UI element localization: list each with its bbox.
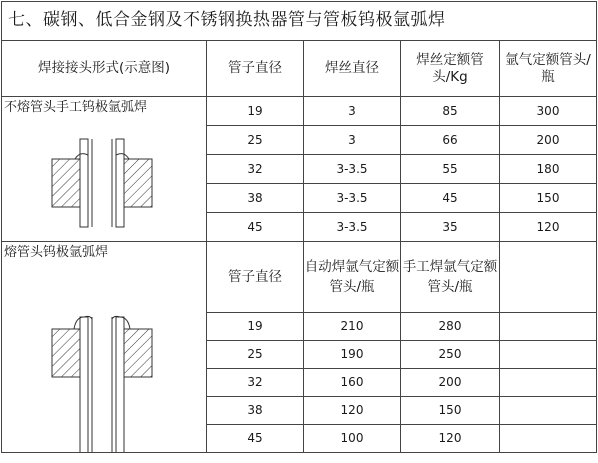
s1-argon: 180 bbox=[500, 155, 597, 184]
s1-wire-quota: 35 bbox=[401, 213, 500, 242]
s2-header-empty bbox=[500, 242, 597, 313]
s1-argon: 200 bbox=[500, 126, 597, 155]
table-row bbox=[2, 97, 597, 126]
header-wire-quota: 焊丝定额管头/Kg bbox=[401, 41, 500, 97]
s2-header-manual-argon: 手工焊氩气定额管头/瓶 bbox=[401, 242, 500, 313]
s2-tube: 45 bbox=[207, 425, 304, 453]
s1-tube: 45 bbox=[207, 213, 304, 242]
s2-manual: 250 bbox=[401, 341, 500, 369]
s1-wire: 3 bbox=[304, 126, 401, 155]
fused-tube-weld-diagram bbox=[32, 307, 172, 453]
header-row bbox=[2, 41, 597, 97]
header-wire-diameter: 焊丝直径 bbox=[304, 41, 401, 97]
s2-auto: 120 bbox=[304, 397, 401, 425]
section2-label: 熔管头钨极氩弧焊 bbox=[4, 245, 109, 260]
s2-auto: 210 bbox=[304, 313, 401, 341]
header-joint-form: 焊接接头形式(示意图) bbox=[2, 41, 207, 97]
s2-tube: 25 bbox=[207, 341, 304, 369]
s1-wire: 3-3.5 bbox=[304, 184, 401, 213]
table-title: 七、碳钢、低合金钢及不锈钢换热器管与管板钨极氩弧焊 bbox=[2, 2, 597, 41]
s2-tube: 32 bbox=[207, 369, 304, 397]
section1-label: 不熔管头手工钨极氩弧焊 bbox=[4, 100, 148, 115]
s2-tube: 19 bbox=[207, 313, 304, 341]
s2-auto: 190 bbox=[304, 341, 401, 369]
s2-empty bbox=[500, 313, 597, 341]
non-fused-tube-weld-diagram bbox=[32, 137, 172, 229]
s1-wire-quota: 85 bbox=[401, 97, 500, 126]
s1-wire: 3-3.5 bbox=[304, 213, 401, 242]
section2-header-row bbox=[2, 242, 597, 313]
s2-header-auto-argon: 自动焊氩气定额管头/瓶 bbox=[304, 242, 401, 313]
section1-diagram-cell bbox=[2, 97, 207, 242]
s2-empty bbox=[500, 341, 597, 369]
s1-wire: 3-3.5 bbox=[304, 155, 401, 184]
welding-quota-table bbox=[1, 1, 597, 453]
s2-manual: 280 bbox=[401, 313, 500, 341]
s1-wire-quota: 55 bbox=[401, 155, 500, 184]
s2-manual: 200 bbox=[401, 369, 500, 397]
s2-empty bbox=[500, 425, 597, 453]
s1-argon: 150 bbox=[500, 184, 597, 213]
s2-empty bbox=[500, 369, 597, 397]
s2-tube: 38 bbox=[207, 397, 304, 425]
section2-diagram-cell bbox=[2, 242, 207, 453]
s1-tube: 38 bbox=[207, 184, 304, 213]
s2-manual: 150 bbox=[401, 397, 500, 425]
s1-wire-quota: 45 bbox=[401, 184, 500, 213]
s1-tube: 32 bbox=[207, 155, 304, 184]
s1-tube: 25 bbox=[207, 126, 304, 155]
s1-argon: 120 bbox=[500, 213, 597, 242]
title-row bbox=[2, 2, 597, 41]
s1-argon: 300 bbox=[500, 97, 597, 126]
s2-empty bbox=[500, 397, 597, 425]
s2-auto: 160 bbox=[304, 369, 401, 397]
header-tube-diameter: 管子直径 bbox=[207, 41, 304, 97]
s1-wire: 3 bbox=[304, 97, 401, 126]
s2-header-tube-diameter: 管子直径 bbox=[207, 242, 304, 313]
header-argon-quota: 氩气定额管头/瓶 bbox=[500, 41, 597, 97]
s2-manual: 120 bbox=[401, 425, 500, 453]
s1-tube: 19 bbox=[207, 97, 304, 126]
s1-wire-quota: 66 bbox=[401, 126, 500, 155]
s2-auto: 100 bbox=[304, 425, 401, 453]
